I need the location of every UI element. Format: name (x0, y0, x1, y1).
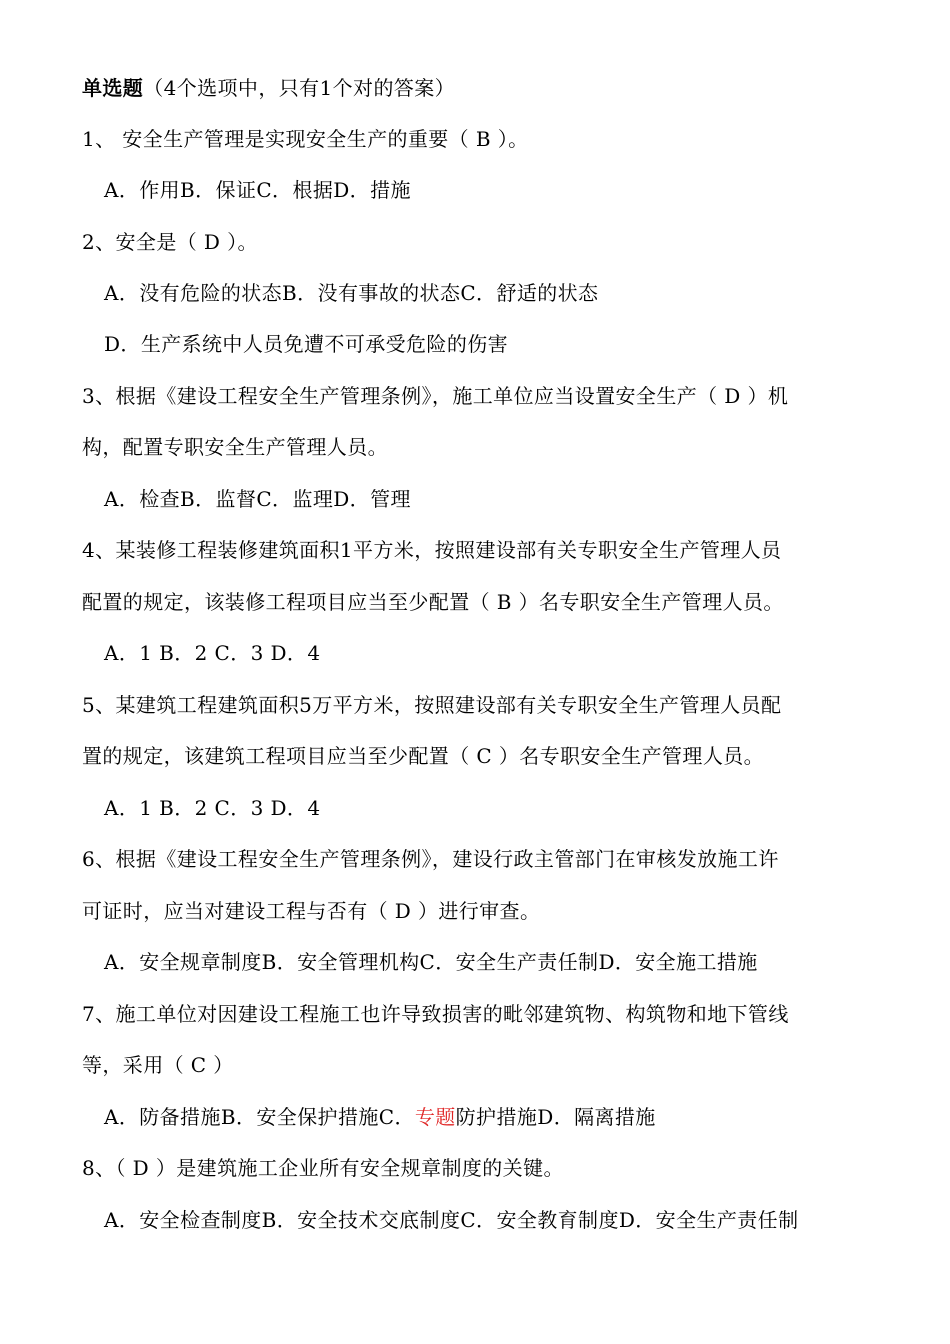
section-title: 单选题 (82, 76, 144, 100)
question-8-text: 8、（ D ）是建筑施工企业所有安全规章制度的关键。 (82, 1156, 564, 1180)
question-7-text: 7、施工单位对因建设工程施工也许导致损害的毗邻建筑物、构筑物和地下管线 (82, 1002, 789, 1026)
question-7-options (104, 1103, 904, 1131)
question-4-text-line-2: 配置的规定，该装修工程项目应当至少配置（ B ）名专职安全生产管理人员。 (82, 590, 784, 614)
question-6-options: A．安全规章制度B．安全管理机构C．安全生产责任制D．安全施工措施 (104, 950, 758, 974)
question-5-options: A．1 B．2 C．3 D．4 (104, 796, 321, 820)
question-2-text: 2、安全是（ D ）。 (82, 230, 258, 254)
question-1-options: A．作用B．保证C．根据D．措施 (104, 178, 411, 202)
question-4-text: 4、某装修工程装修建筑面积1平方米，按照建设部有关专职安全生产管理人员 (82, 538, 782, 562)
question-7-text-line-2: 等，采用（ C ） (82, 1053, 234, 1077)
question-6-text: 6、根据《建设工程安全生产管理条例》，建设行政主管部门在审核发放施工许 (82, 847, 779, 871)
section-note: （4个选项中，只有1个对的答案） (143, 76, 456, 100)
question-5-text: 5、某建筑工程建筑面积5万平方米，按照建设部有关专职安全生产管理人员配 (82, 693, 782, 717)
question-3-text-line-2: 构，配置专职安全生产管理人员。 (82, 435, 388, 459)
question-6-text-line-2: 可证时，应当对建设工程与否有（ D ）进行审查。 (82, 899, 541, 923)
question-4-options: A．1 B．2 C．3 D．4 (104, 641, 321, 665)
question-1-text: 1、 安全生产管理是实现安全生产的重要（ B ）。 (82, 127, 529, 151)
question-7-options-part-2: 防护措施D．隔离措施 (455, 1105, 656, 1129)
question-5-text-line-2: 置的规定，该建筑工程项目应当至少配置（ C ）名专职安全生产管理人员。 (82, 744, 765, 768)
question-8-options: A．安全检查制度B．安全技术交底制度C．安全教育制度D．安全生产责任制 (104, 1208, 799, 1232)
highlighted-word: 专题 (414, 1105, 456, 1129)
question-3-text: 3、根据《建设工程安全生产管理条例》，施工单位应当设置安全生产（ D ）机 (82, 384, 789, 408)
question-2-options: A．没有危险的状态B．没有事故的状态C．舒适的状态 (104, 281, 599, 305)
question-7-options-part-1: A．防备措施B．安全保护措施C． (104, 1105, 415, 1129)
question-3-options: A．检查B．监督C．监理D．管理 (104, 487, 411, 511)
section-heading (82, 74, 882, 102)
question-2-options-line-2: D．生产系统中人员免遭不可承受危险的伤害 (104, 332, 509, 356)
